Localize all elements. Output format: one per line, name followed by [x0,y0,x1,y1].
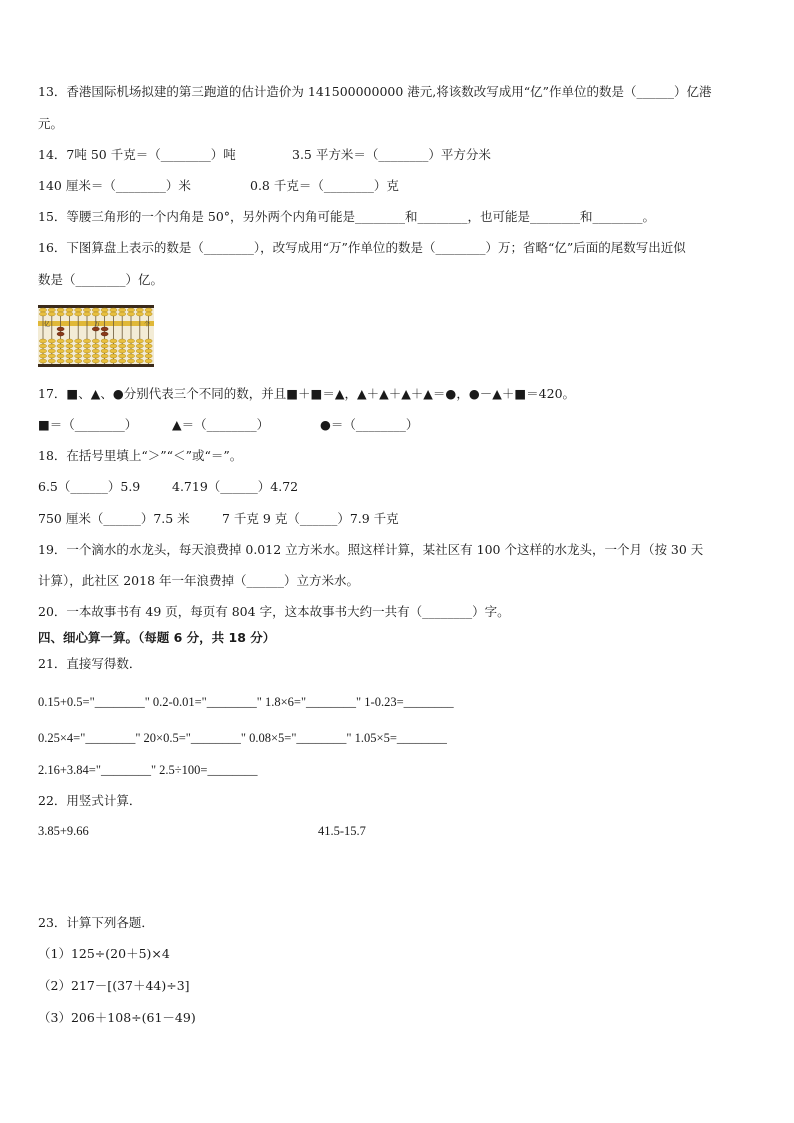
abacus-bead [83,339,90,343]
abacus-bead-counted [57,332,64,336]
q19-line1: 19．一个滴水的水龙头，每天浪费掉 0.012 立方米水。照这样计算，某社区有 100 个这样的水龙头，一个月（按 30 天 [38,542,704,557]
q21-title: 21．直接写得数． [38,656,142,671]
abacus-bead [57,344,64,348]
abacus-bead [48,354,55,358]
q16-line2: 数是（________）亿。 [38,272,164,287]
abacus-bead-counted [101,327,108,331]
abacus-bead [48,308,55,312]
q21-row3: 2.16+3.84="________" 2.5÷100=________ [38,763,258,777]
q23-item1: （1）125÷(20＋5)×4 [38,946,170,961]
abacus-bead [83,354,90,358]
abacus-label-ge: 个 [144,321,151,328]
abacus-label-wan: 万 [94,321,101,328]
abacus-bead [127,349,134,353]
abacus-bead [145,312,152,316]
q23-title: 23．计算下列各题． [38,915,154,930]
abacus-bead [39,312,46,316]
abacus-bead [136,308,143,312]
abacus-bead [66,349,73,353]
abacus-bead [119,308,126,312]
abacus-bead [66,339,73,343]
abacus-bead [145,344,152,348]
q14-item-b: 3.5 平方米＝（________）平方分米 [292,147,491,162]
q23-item2: （2）217－[(37＋44)÷3] [38,978,190,993]
abacus-bead [101,354,108,358]
abacus-bead [66,308,73,312]
abacus-bead [101,339,108,343]
q18-compare-c: 750 厘米（______）7.5 米 [38,511,190,526]
q17-answer-circle: ●＝（________） [320,417,419,432]
abacus-bead [127,359,134,363]
abacus-bead [110,344,117,348]
abacus-bead [39,339,46,343]
abacus-bead [119,354,126,358]
abacus-bead [75,339,82,343]
q18-compare-b: 4.719（______）4.72 [172,479,299,494]
abacus-bead [75,354,82,358]
abacus-bead [39,354,46,358]
q15-line1: 15．等腰三角形的一个内角是 50°，另外两个内角可能是________和________，也可能是________和________。 [38,209,656,224]
abacus-label-yi: 亿 [44,321,51,328]
abacus-bead [110,349,117,353]
abacus-bead [75,312,82,316]
abacus-bead [101,344,108,348]
abacus-bead [66,312,73,316]
abacus-bead [48,339,55,343]
q22-title: 22．用竖式计算． [38,793,142,808]
q20-line1: 20．一本故事书有 49 页，每页有 804 字，这本故事书大约一共有（________）字。 [38,604,510,619]
abacus-bead [57,359,64,363]
abacus-bead [57,312,64,316]
abacus-bead [57,308,64,312]
abacus-bead [127,308,134,312]
abacus-bead [127,339,134,343]
abacus-bead [57,339,64,343]
abacus-bead [127,354,134,358]
abacus-bead [119,359,126,363]
abacus-bead [101,312,108,316]
abacus-bead [145,308,152,312]
q22-expr1: 3.85+9.66 [38,824,89,838]
abacus-bead [119,349,126,353]
abacus-bead-counted [101,332,108,336]
abacus-bead [92,339,99,343]
abacus-bead [119,344,126,348]
abacus-bead [66,344,73,348]
abacus-bead [57,354,64,358]
abacus-bead [92,354,99,358]
abacus-bead [136,359,143,363]
abacus-bead [110,359,117,363]
q16-line1: 16．下图算盘上表示的数是（________），改写成用“万”作单位的数是（________）万；省略“亿”后面的尾数写出近似 [38,240,686,255]
abacus-bead [136,349,143,353]
abacus-bead [48,312,55,316]
abacus-bead [145,354,152,358]
q21-row1: 0.15+0.5="________" 0.2-0.01="________" 1.8×6="________" 1-0.23=________ [38,695,454,709]
abacus-bead [83,349,90,353]
abacus-bead [110,312,117,316]
abacus-bead [66,359,73,363]
abacus-bead [83,344,90,348]
abacus-bead [48,349,55,353]
abacus-bead [145,359,152,363]
abacus-bead [92,308,99,312]
abacus-bead [48,344,55,348]
abacus-bead [136,339,143,343]
abacus-bead [101,308,108,312]
abacus-bead-counted [57,327,64,331]
abacus-bead [145,339,152,343]
abacus-bead [75,308,82,312]
abacus-bead [83,359,90,363]
abacus-bead [119,339,126,343]
q14-item-a: 14．7吨 50 千克＝（________）吨 [38,147,236,162]
abacus-figure [38,305,154,367]
abacus-bead [101,359,108,363]
abacus-bead [39,359,46,363]
abacus-bead [83,308,90,312]
abacus-bead [101,349,108,353]
q17-answer-triangle: ▲＝（________） [172,417,270,432]
abacus-bead [145,349,152,353]
abacus-bead [39,308,46,312]
abacus-bead [92,349,99,353]
abacus-bead [136,344,143,348]
abacus-bead [83,312,90,316]
abacus-bead [127,312,134,316]
abacus-bead [48,359,55,363]
abacus-bead [39,349,46,353]
abacus-bead [75,359,82,363]
q14-item-d: 0.8 千克＝（________）克 [250,178,399,193]
q22-expr2: 41.5-15.7 [318,824,366,838]
abacus-bead [136,354,143,358]
q18-compare-a: 6.5（______）5.9 [38,479,141,494]
abacus-bead [110,308,117,312]
q23-item3: （3）206＋108÷(61－49) [38,1010,196,1025]
q13-line1: 13．香港国际机场拟建的第三跑道的估计造价为 141500000000 港元,将该数改写成用“亿”作单位的数是（______）亿港 [38,84,712,99]
abacus-bead [57,349,64,353]
abacus-bead [66,354,73,358]
abacus-bead [92,359,99,363]
section-4-heading: 四、细心算一算。（每题 6 分，共 18 分） [38,630,276,645]
q19-line2: 计算），此社区 2018 年一年浪费掉（______）立方米水。 [38,573,360,588]
abacus-bead [110,339,117,343]
q18-compare-d: 7 千克 9 克（______）7.9 千克 [222,511,399,526]
abacus-bead [39,344,46,348]
abacus-bead [110,354,117,358]
q13-line2: 元。 [38,116,64,131]
q17-answer-square: ■＝（________） [38,417,138,432]
abacus-bead [92,344,99,348]
abacus-bead [92,312,99,316]
abacus-bead [136,312,143,316]
abacus-bead [75,349,82,353]
q21-row2: 0.25×4="________" 20×0.5="________" 0.08×5="________" 1.05×5=________ [38,731,447,745]
q18-line1: 18．在括号里填上“＞”“＜”或“＝”。 [38,448,243,463]
abacus-bead [119,312,126,316]
abacus-bead [75,344,82,348]
q17-line1: 17．■、▲、●分别代表三个不同的数，并且■＋■＝▲，▲＋▲＋▲＋▲＝●，●－▲＋■＝420。 [38,386,576,401]
abacus-bead [127,344,134,348]
q14-item-c: 140 厘米＝（________）米 [38,178,191,193]
